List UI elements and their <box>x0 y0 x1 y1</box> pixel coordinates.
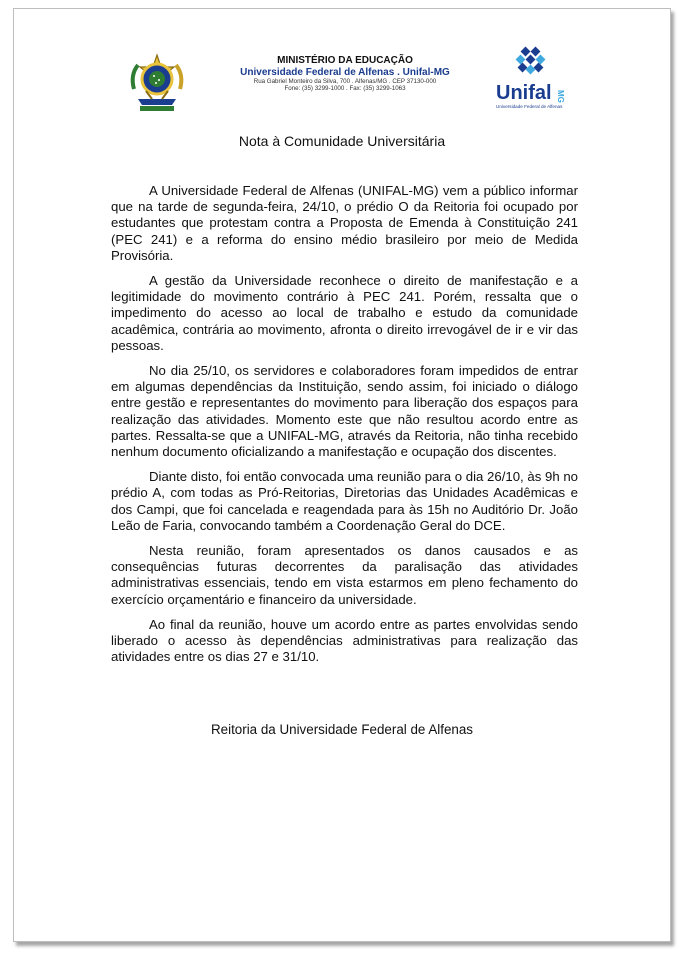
signature: Reitoria da Universidade Federal de Alfenas <box>210 722 473 737</box>
university-phone: Fone: (35) 3299-1000 . Fax: (35) 3299-1063 <box>284 85 406 93</box>
logo-wordmark: Unifal <box>496 82 552 104</box>
document-title: Nota à Comunidade Universitária <box>238 133 446 149</box>
brazil-coat-of-arms-icon <box>126 49 188 115</box>
paragraph: Diante disto, foi então convocada uma reunião para o dia 26/10, às 9h no prédio A, com todas as Pró-Reitorias, Diretorias das Unidades Acadêmicas e dos Campi, que foi cancelada e reagendada para às 15h no Auditório Dr. João Leão de Faria, convocando também a Coordenação Geral do DCE. <box>111 469 578 533</box>
paragraph: Ao final da reunião, houve um acordo entre as partes envolvidas sendo liberado o acesso às dependências administrativas para realização das atividades entre os dias 27 e 31/10. <box>111 616 578 665</box>
letterhead <box>14 9 670 119</box>
university-name: Universidade Federal de Alfenas . Unifal-MG <box>240 66 450 78</box>
document-body <box>111 183 578 674</box>
logo-suffix: MG <box>556 90 565 103</box>
letterhead-text <box>214 55 476 92</box>
unifal-logo-icon <box>492 44 572 116</box>
paragraph: A Universidade Federal de Alfenas (UNIFAL-MG) vem a público informar que na tarde de segunda-feira, 24/10, o prédio O da Reitoria foi ocupado por estudantes que protestam contra a Proposta de Emenda à Constituição 241 (PEC 241) e a reforma do ensino médio brasileiro por meio de Medida Provisória. <box>111 183 578 263</box>
paragraph: Nesta reunião, foram apresentados os danos causados e as consequências futuras decorrentes da paralisação das atividades administrativas essenciais, tendo em vista estarmos em pleno fechamento do exercício orçamentário e financeiro da universidade. <box>111 543 578 607</box>
logo-subtitle: Universidade Federal de Alfenas <box>496 104 563 109</box>
ministry-name: MINISTÉRIO DA EDUCAÇÃO <box>277 55 413 66</box>
university-address: Rua Gabriel Monteiro da Silva, 700 . Alfenas/MG . CEP 37130-000 <box>253 78 437 85</box>
document-page <box>13 8 671 942</box>
paragraph: A gestão da Universidade reconhece o direito de manifestação e a legitimidade do movimento contrário à PEC 241. Porém, ressalta que o impedimento do acesso ao local de trabalho e estudo da comunidade acadêmica, contrária ao movimento, afronta o direito irrevogável de ir e vir das pessoas. <box>111 273 578 353</box>
paragraph: No dia 25/10, os servidores e colaboradores foram impedidos de entrar em algumas dependências da Instituição, sendo assim, foi iniciado o diálogo entre gestão e representantes do movimento para liberação dos espaços para realização das atividades. Momento este que não resultou acordo entre as partes. Ressalta-se que a UNIFAL-MG, através da Reitoria, não tinha recebido nenhum documento oficializando a manifestação e ocupação dos discentes. <box>111 363 578 460</box>
